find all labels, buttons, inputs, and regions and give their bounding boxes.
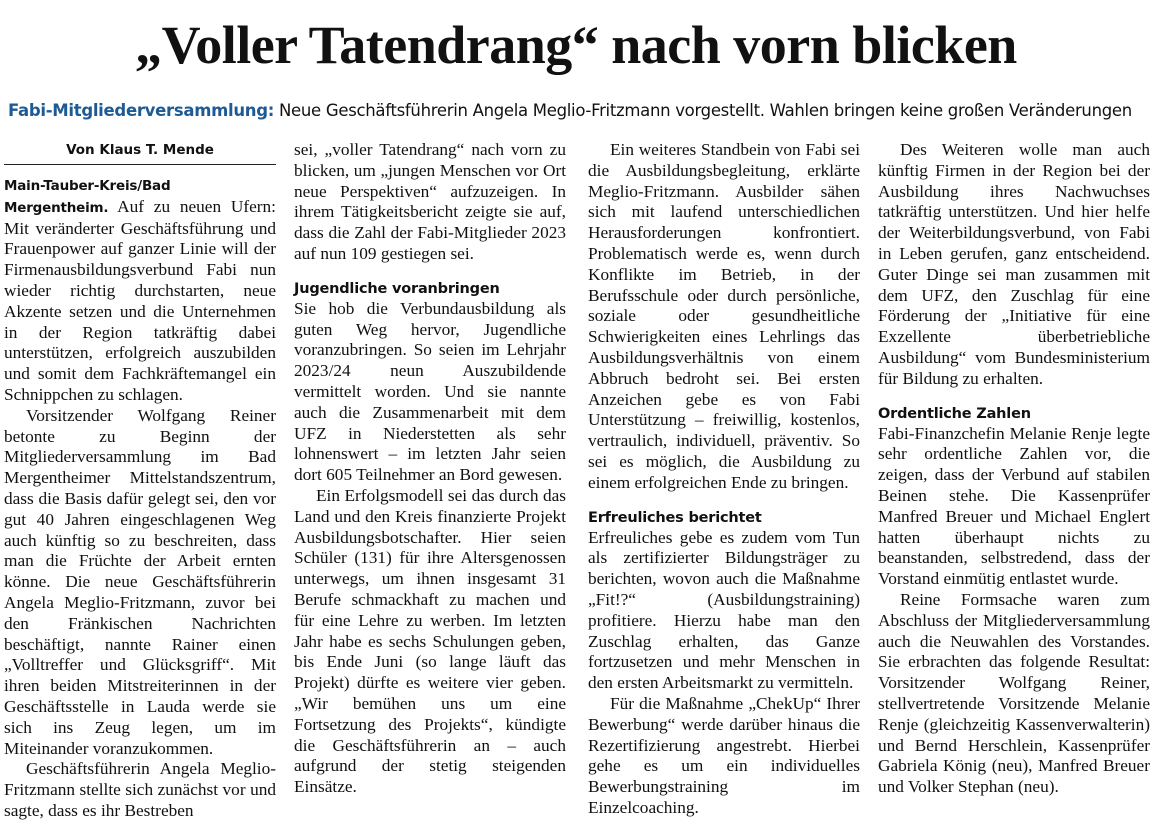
article-column-2 bbox=[294, 140, 566, 798]
section-heading: Ordentliche Zahlen bbox=[878, 405, 1031, 422]
paragraph: Reine Formsache waren zum Abschluss der Mitgliederversammlung auch die Neuwahlen des Vorstandes. Sie erbrachten das folgende Resultat: Vorsitzender Wolfgang Reiner, stellvertretende Vorsitzende Melanie Renje (gleichzeitig Kassenverwalterin) und Bernd Herschlein, Kassenprüfer Gabriela König (neu), Manfred Breuer und Volker Stephan (neu). bbox=[878, 589, 1150, 797]
paragraph: Ein weiteres Standbein von Fabi sei die Ausbildungsbegleitung, erklärte Meglio-Fritzmann. Ausbilder sähen sich mit laufend unterschiedlichen Herausforderungen konfrontiert. Problematisch werde es, wenn durch Konflikte im Betrieb, in der Berufsschule oder durch persönliche, soziale oder gesundheitliche Schwierigkeiten eines Lehrlings das Ausbildungsverhältnis von einem Abbruch bedroht sei. Bei ersten Anzeichen gebe es von Fabi Unterstützung – freiwillig, kostenlos, vertraulich, individuell, präventiv. So sei es möglich, die Ausbildung zu einem erfolgreichen Ende zu bringen. bbox=[588, 140, 860, 492]
section-heading: Erfreuliches berichtet bbox=[588, 509, 762, 526]
paragraph: sei, „voller Tatendrang“ nach vorn zu blicken, um „jungen Menschen vor Ort neue Perspektiven“ aufzuzeigen. In ihrem Tätigkeitsbericht zeigte sie auf, dass die Zahl der Fabi-Mitglieder 2023 auf nun 109 gestiegen sei. bbox=[294, 140, 566, 263]
paragraph-text: Auf zu neuen Ufern: Mit veränderter Geschäftsführung und Frauenpower auf ganzer Linie will der Firmenausbildungsverbund Fabi nun wieder richtig durchstarten, neue Akzente setzen und die Unternehmen in der Region tatkräftig dabei unterstützen, erfolgreich auszubilden und somit dem Fachkräftemangel ein Schnippchen zu schlagen. bbox=[4, 196, 276, 404]
subheadline-text: Neue Geschäftsführerin Angela Meglio-Fritzmann vorgestellt. Wahlen bringen keine großen Veränderungen bbox=[274, 101, 1132, 120]
paragraph: Für die Maßnahme „ChekUp“ Ihrer Bewerbung“ werde darüber hinaus die Rezertifizierung angestrebt. Hierbei gehe es um ein individuelles Bewerbungstraining im Einzelcoaching. bbox=[588, 693, 860, 817]
article-column-4 bbox=[878, 140, 1150, 798]
paragraph: Vorsitzender Wolfgang Reiner betonte zu Beginn der Mitgliederversammlung im Bad Mergentheimer Mittelstandszentrum, dass die Basis dafür gelegt sei, den vor gut 40 Jahren eingeschlagenen Weg auch künftig so zu beschreiten, dass man die Früchte der Arbeit ernten könne. Die neue Geschäftsführerin Angela Meglio-Fritzmann, zuvor bei den Fränkischen Nachrichten beschäftigt, nannte Rainer einen „Volltreffer und Glücksgriff“. Mit ihren beiden Mitstreiterinnen in der Geschäftsstelle in Lauda werde sie sich ins Zeug legen, um im Miteinander voranzukommen. bbox=[4, 405, 276, 758]
article-column-3 bbox=[588, 140, 860, 819]
paragraph: Geschäftsführerin Angela Meglio-Fritzmann stellte sich zunächst vor und sagte, dass es ihr Bestreben bbox=[4, 759, 276, 820]
paragraph: Erfreuliches gebe es zudem vom Tun als zertifizierter Bildungsträger zu berichten, wovon auch die Maßnahme „Fit!?“ (Ausbildungstraining) profitiere. Hierzu habe man den Zuschlag erhalten, das Ganze fortzusetzen und mehr Menschen in den ersten Arbeitsmarkt zu vermitteln. bbox=[588, 527, 860, 693]
paragraph bbox=[4, 175, 276, 406]
paragraph: Des Weiteren wolle man auch künftig Firmen in der Region bei der Ausbildung ihres Nachwuchses tatkräftig unterstützen. Und hier helfe der Weiterbildungsverbund, von Fabi in Leben gerufen, ganz entscheidend. Guter Dinge sei man zusammen mit dem UFZ, den Zuschlag für eine Förderung der „Initiative für eine Exzellente überbetriebliche Ausbildung“ vom Bundesministerium für Bildung zu erhalten. bbox=[878, 140, 1150, 388]
paragraph: Fabi-Finanzchefin Melanie Renje legte sehr ordentliche Zahlen vor, die zeigen, dass der Verbund auf stabilen Beinen stehe. Die Kassenprüfer Manfred Breuer und Michael Englert hatten überhaupt nichts zu beanstanden, selbstredend, dass der Vorstand einmütig entlastet wurde. bbox=[878, 423, 1150, 589]
article-column-1 bbox=[4, 138, 276, 822]
dateline: Main-Tauber-Kreis/Bad Mergentheim. bbox=[4, 178, 171, 216]
byline: Von Klaus T. Mende bbox=[4, 138, 276, 165]
paragraph: Sie hob die Verbundausbildung als guten Weg hervor, Jugendliche voranzubringen. So seien im Lehrjahr 2023/24 neun Auszubildende vermittelt worden. Und sie nannte auch die Zusammenarbeit mit dem UFZ in Niederstetten als sehr lohnenswert – im letzten Jahr seien dort 605 Teilnehmer an Bord gewesen. bbox=[294, 298, 566, 485]
paragraph: Ein Erfolgsmodell sei das durch das Land und den Kreis finanzierte Projekt Ausbildungsbotschafter. Hier seien Schüler (131) für ihre Altersgenossen unterwegs, um ihnen insgesamt 31 Berufe schmackhaft zu machen und für eine Lehre zu werben. Im letzten Jahr habe es sechs Schulungen geben, bis Ende Juni (so lange läuft das Projekt) dürfte es weitere vier geben. „Wir bemühen uns um eine Fortsetzung des Projekts“, kündigte die Geschäftsführerin an – auch aufgrund der stetig steigenden Einsätze. bbox=[294, 485, 566, 797]
subheadline bbox=[8, 99, 1152, 123]
headline: „Voller Tatendrang“ nach vorn blicken bbox=[135, 15, 1017, 75]
section-heading: Jugendliche voranbringen bbox=[294, 280, 500, 297]
subheadline-kicker: Fabi-Mitgliederversammlung: bbox=[8, 101, 275, 120]
